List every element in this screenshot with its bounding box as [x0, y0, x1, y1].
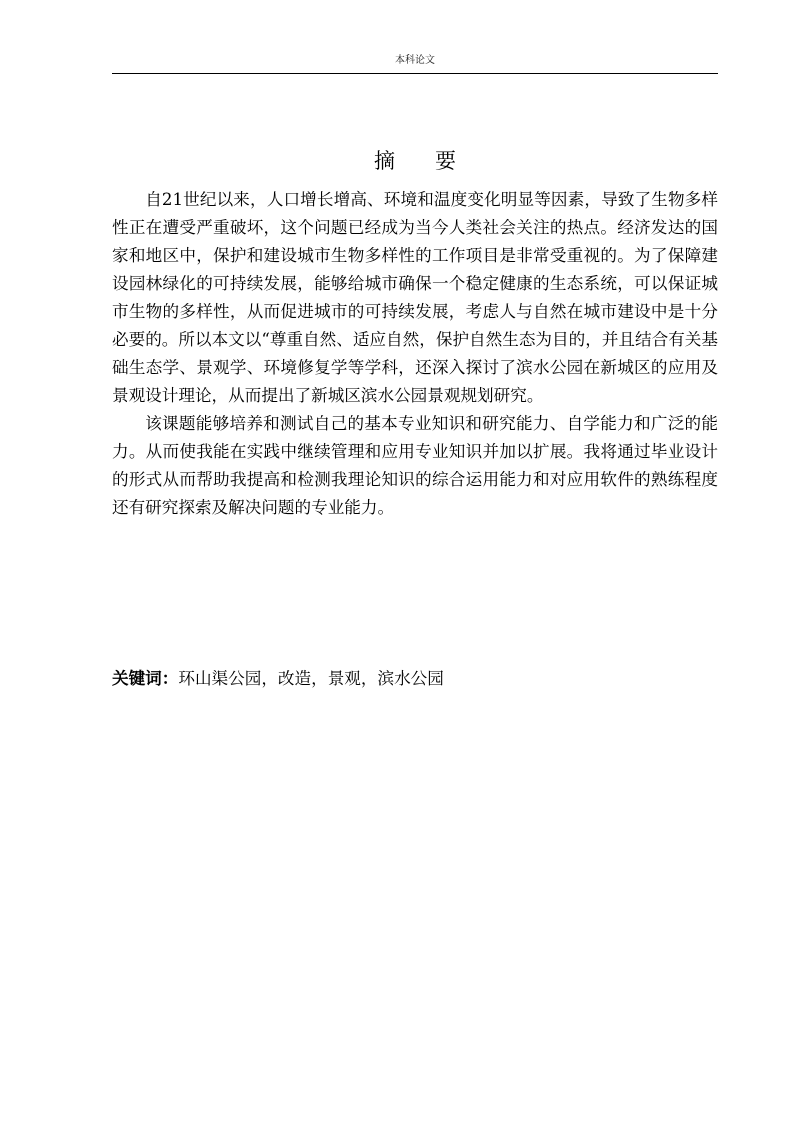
keywords-line: [112, 664, 718, 693]
running-header: 本科论文: [395, 55, 435, 66]
keywords-value: 环山渠公园，改造，景观，滨水公园: [178, 669, 444, 688]
abstract-title-char-1: 摘: [374, 149, 395, 174]
abstract-body: [112, 186, 718, 522]
abstract-paragraph-2: 该课题能够培养和测试自己的基本专业知识和研究能力、自学能力和广泛的能力。从而使我能在实践中继续管理和应用专业知识并加以扩展。我将通过毕业设计的形式从而帮助我提高和检测我理论知识的综合运用能力和对应用软件的熟练程度还有研究探索及解决问题的专业能力。: [112, 414, 718, 517]
keywords-label: 关键词：: [112, 668, 179, 688]
header-rule: [112, 73, 718, 74]
abstract-title: [112, 146, 718, 176]
abstract-title-char-2: 要: [435, 149, 456, 174]
abstract-paragraph-1: 自21世纪以来，人口增长增高、环境和温度变化明显等因素，导致了生物多样性正在遭受严重破坏，这个问题已经成为当今人类社会关注的热点。经济发达的国家和地区中，保护和建设城市生物多样性的工作项目是非常受重视的。为了保障建设园林绿化的可持续发展，能够给城市确保一个稳定健康的生态系统，可以保证城市生物的多样性，从而促进城市的可持续发展，考虑人与自然在城市建设中是十分必要的。所以本文以“尊重自然、适应自然，保护自然生态为目的，并且结合有关基础生态学、景观学、环境修复学等学科，还深入探讨了滨水公园在新城区的应用及景观设计理论，从而提出了新城区滨水公园景观规划研究。: [112, 190, 718, 405]
